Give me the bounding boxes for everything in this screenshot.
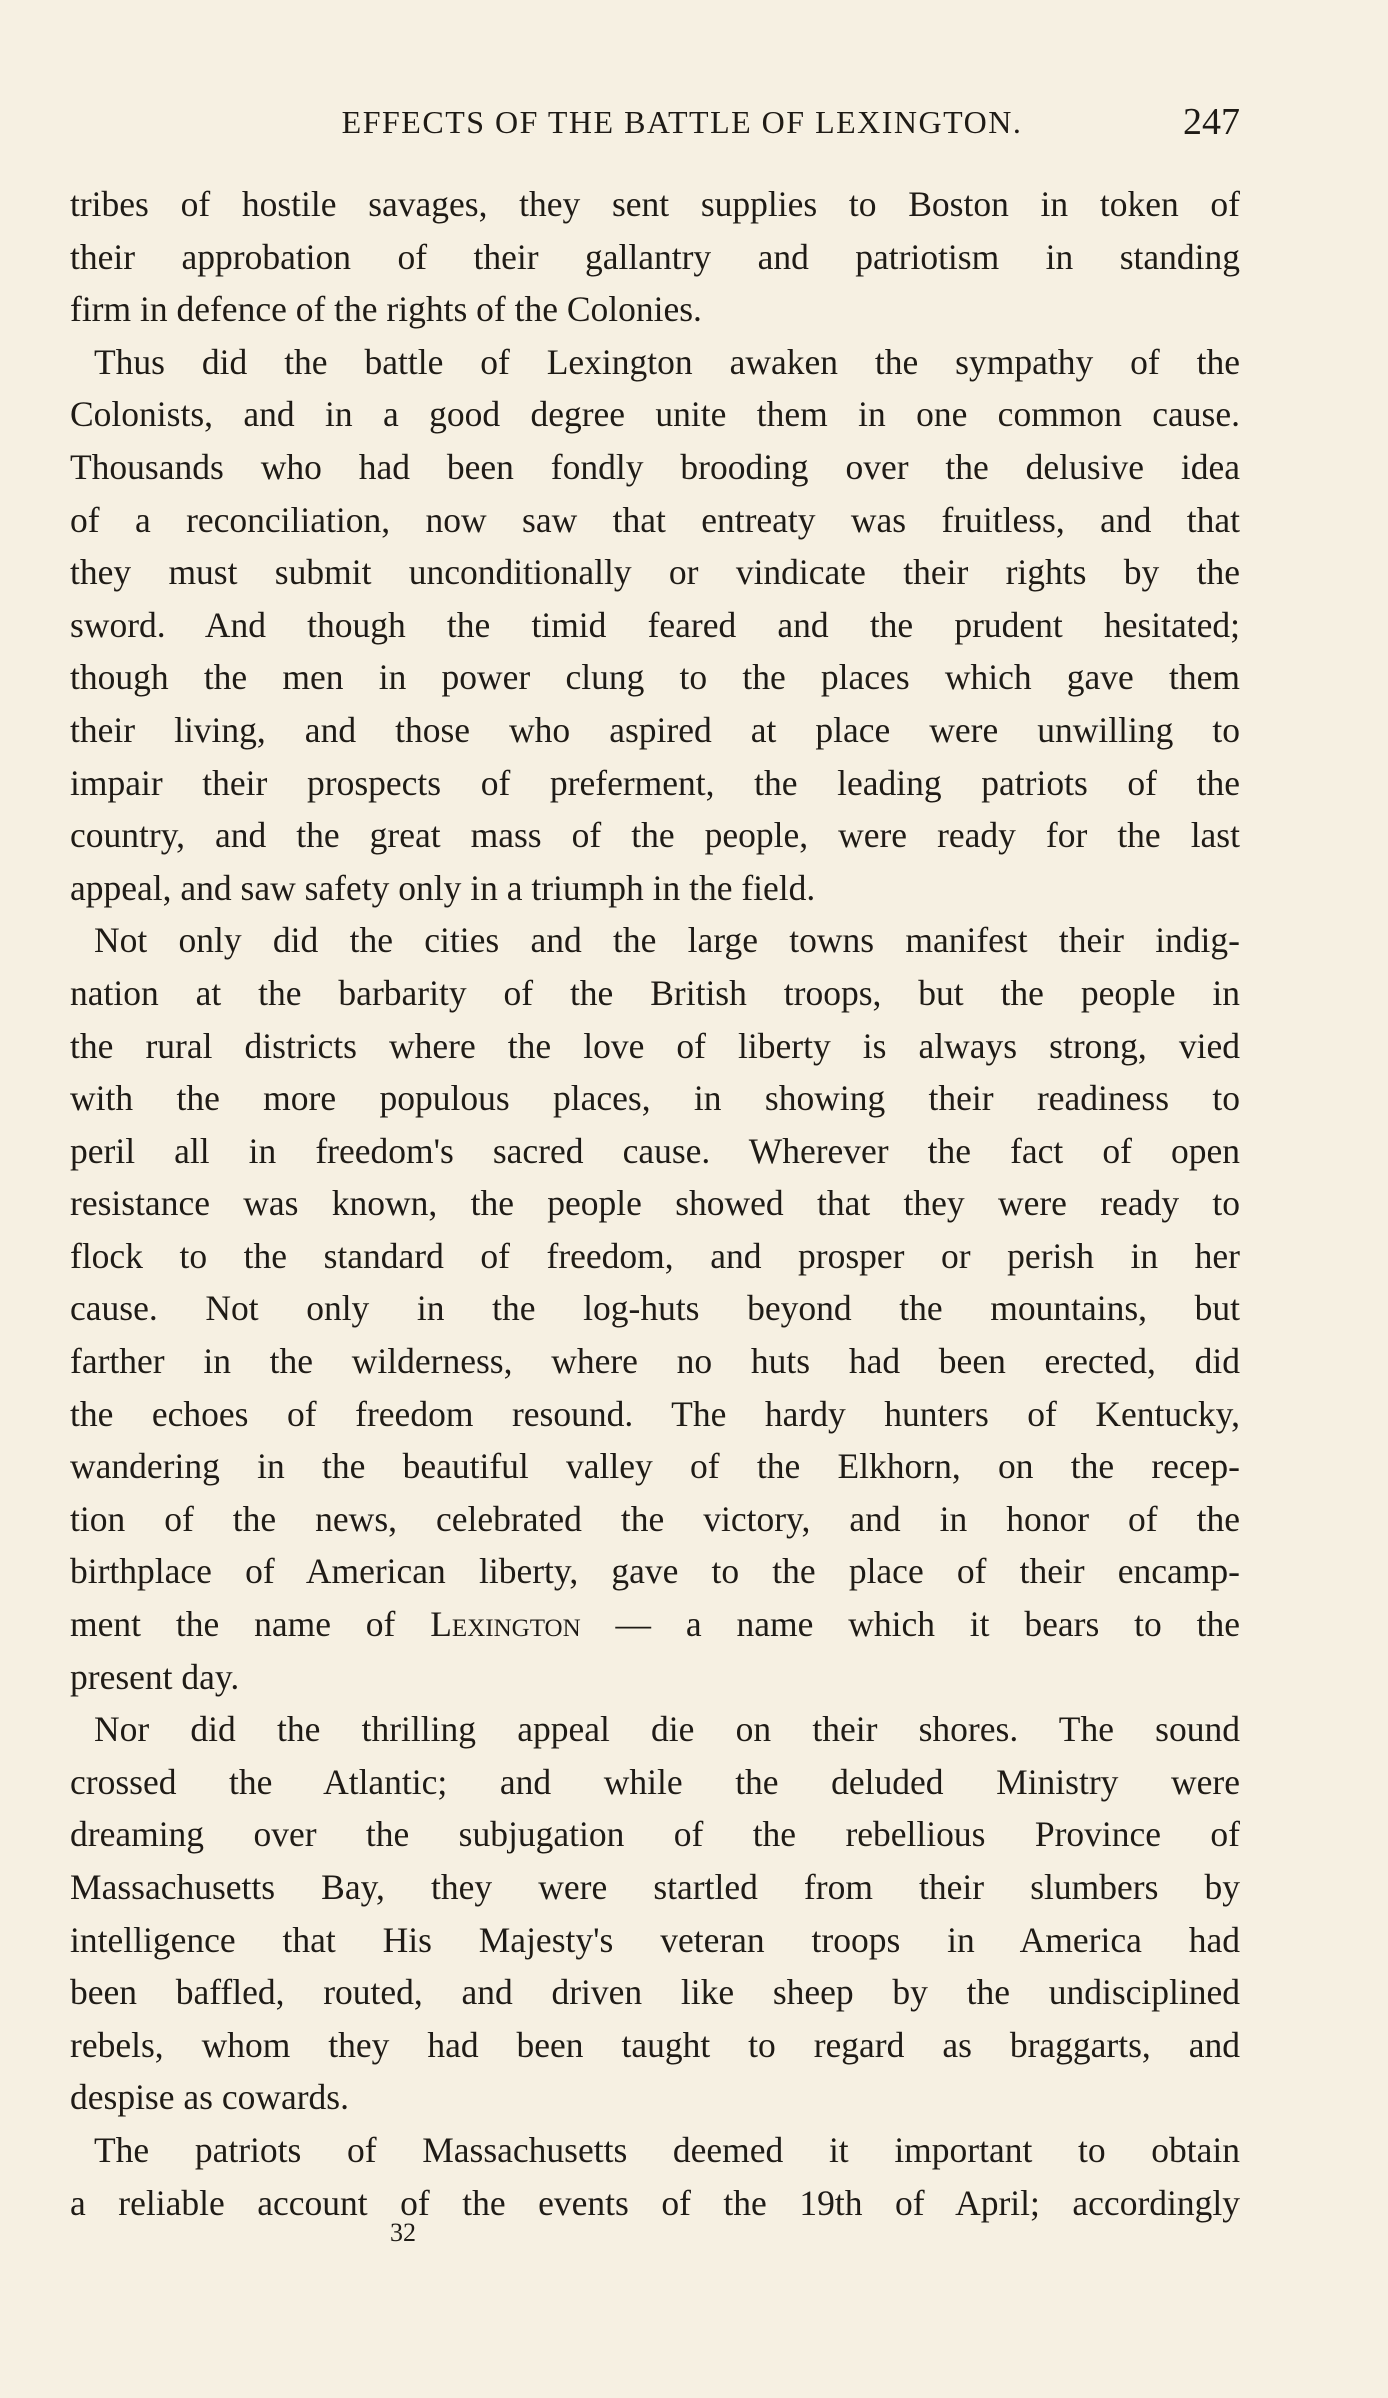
signature-mark: 32 bbox=[390, 2218, 416, 2247]
text-line: present day. bbox=[70, 1656, 240, 1697]
text-line: peril all in freedom's sacred cause. Wherever the fact of open bbox=[70, 1130, 1240, 1171]
text-line: their living, and those who aspired at place were unwilling to bbox=[70, 709, 1240, 750]
text-line: the rural districts where the love of liberty is always strong, vied bbox=[70, 1025, 1240, 1066]
text-line: The patriots of Massachusetts deemed it important to obtain bbox=[94, 2129, 1240, 2170]
running-head-title: EFFECTS OF THE BATTLE OF LEXINGTON. bbox=[341, 104, 1023, 140]
small-caps-word: Lexington bbox=[430, 1604, 581, 1645]
text-line: nation at the barbarity of the British troops, but the people in bbox=[70, 972, 1240, 1013]
text-line: though the men in power clung to the places which gave them bbox=[70, 657, 1240, 698]
text-line: the echoes of freedom resound. The hardy hunters of Kentucky, bbox=[70, 1393, 1240, 1434]
text-line: Not only did the cities and the large towns manifest their indig- bbox=[94, 920, 1240, 961]
text-line: despise as cowards. bbox=[70, 2077, 349, 2118]
text-line: farther in the wilderness, where no huts had been erected, did bbox=[70, 1341, 1240, 1382]
text-line: firm in defence of the rights of the Colonies. bbox=[70, 289, 702, 330]
text-line: Colonists, and in a good degree unite them in one common cause. bbox=[70, 394, 1240, 435]
text-line: of a reconciliation, now saw that entreaty was fruitless, and that bbox=[70, 499, 1240, 540]
text-line: a reliable account of the events of the 19th of April; accordingly bbox=[70, 2182, 1240, 2223]
text-line: appeal, and saw safety only in a triumph in the field. bbox=[70, 867, 816, 908]
text-line: flock to the standard of freedom, and prosper or perish in her bbox=[70, 1235, 1240, 1276]
text-line: Massachusetts Bay, they were startled from their slumbers by bbox=[70, 1867, 1240, 1907]
running-head bbox=[0, 98, 1240, 146]
text-line: Thus did the battle of Lexington awaken the sympathy of the bbox=[94, 341, 1240, 382]
text-line: with the more populous places, in showing their readiness to bbox=[70, 1078, 1240, 1119]
text-line: cause. Not only in the log-huts beyond the mountains, but bbox=[70, 1288, 1240, 1329]
text-line: ment the name of Lexington — a name which it bears to the bbox=[70, 1604, 1240, 1645]
text-line: Nor did the thrilling appeal die on their shores. The sound bbox=[94, 1709, 1240, 1750]
text-line: Thousands who had been fondly brooding over the delusive idea bbox=[70, 446, 1240, 487]
text-line: tribes of hostile savages, they sent supplies to Boston in token of bbox=[70, 184, 1240, 224]
text-line: their approbation of their gallantry and patriotism in standing bbox=[70, 236, 1240, 277]
text-line: dreaming over the subjugation of the rebellious Province of bbox=[70, 1814, 1240, 1855]
text-line: they must submit unconditionally or vindicate their rights by the bbox=[70, 552, 1240, 593]
text-line: wandering in the beautiful valley of the Elkhorn, on the recep- bbox=[70, 1446, 1240, 1487]
text-line: tion of the news, celebrated the victory, and in honor of the bbox=[70, 1498, 1240, 1539]
body-text bbox=[70, 178, 1240, 2229]
text-line: been baffled, routed, and driven like sheep by the undisciplined bbox=[70, 1972, 1240, 2013]
page-number: 247 bbox=[1183, 101, 1240, 143]
text-line: sword. And though the timid feared and the prudent hesitated; bbox=[70, 604, 1240, 645]
text-line: country, and the great mass of the people, were ready for the last bbox=[70, 815, 1240, 856]
text-line: crossed the Atlantic; and while the deluded Ministry were bbox=[70, 1761, 1240, 1802]
text-line: resistance was known, the people showed that they were ready to bbox=[70, 1183, 1240, 1224]
text-line: intelligence that His Majesty's veteran troops in America had bbox=[70, 1919, 1240, 1960]
text-line: birthplace of American liberty, gave to the place of their encamp- bbox=[70, 1551, 1240, 1592]
text-line: impair their prospects of preferment, the leading patriots of the bbox=[70, 762, 1240, 803]
text-line: rebels, whom they had been taught to regard as braggarts, and bbox=[70, 2024, 1240, 2065]
